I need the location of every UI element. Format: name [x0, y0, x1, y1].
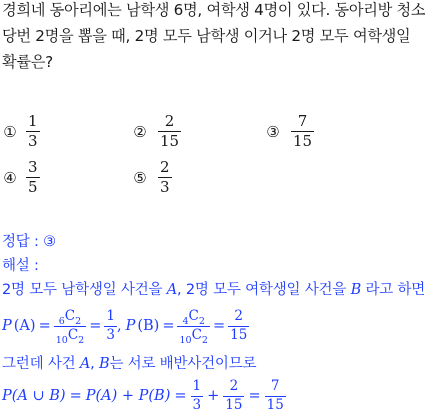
p-arg-b: (B) [137, 318, 160, 334]
equals: = [212, 318, 226, 334]
numerator: 7 [270, 378, 280, 394]
answer-label: 정답 : ③ [2, 234, 56, 250]
combination-denominator [54, 326, 86, 346]
numerator: 2 [164, 112, 175, 130]
sub: 2 [198, 316, 205, 327]
event-b: B [98, 356, 110, 372]
equals: = [69, 388, 82, 404]
union-lhs: P(A ∪ B) [2, 388, 66, 404]
event-a: A [79, 356, 91, 372]
option-2[interactable] [132, 114, 181, 149]
numerator: 1 [106, 308, 115, 324]
option-3[interactable] [265, 114, 314, 149]
text: 2명 모두 남학생일 사건을 [2, 282, 167, 298]
text: 그런데 사건 [2, 356, 80, 372]
sub: 2 [75, 316, 82, 327]
result-fraction [228, 310, 249, 342]
result-fraction [104, 310, 117, 342]
numerator: 1 [192, 378, 202, 394]
fraction [223, 380, 244, 412]
option-5[interactable] [132, 160, 172, 195]
sub: 2 [78, 334, 85, 346]
equation-probabilities [2, 308, 249, 346]
denominator: 3 [106, 326, 115, 343]
combination-fraction [54, 308, 86, 346]
p-arg-a: (A) [13, 318, 36, 334]
equals: = [162, 318, 175, 334]
denominator: 3 [160, 178, 170, 196]
numerator: 2 [160, 158, 170, 176]
solution-line-1 [2, 280, 425, 300]
fraction [191, 380, 204, 412]
fraction [265, 380, 286, 412]
explanation-label: 해설 : [2, 258, 39, 274]
option-marker: ② [133, 122, 147, 141]
option-4[interactable] [2, 160, 40, 195]
sub: 4 [182, 316, 189, 327]
question-line-2: 당번 2명을 뽑을 때, 2명 모두 남학생 이거나 2명 모두 여학생일 [2, 27, 411, 45]
text: , 2명 모두 여학생일 사건을 [177, 282, 351, 298]
denominator: 15 [293, 132, 313, 150]
p-symbol: P [2, 318, 12, 334]
option-marker: ⑤ [133, 168, 147, 187]
sub: 6 [58, 316, 65, 327]
sub: 10 [55, 334, 68, 346]
c: C [188, 308, 199, 324]
denominator: 3 [28, 132, 38, 150]
numerator: 2 [234, 308, 243, 324]
question-line-1: 경희네 동아리에는 남학생 6명, 여학생 4명이 있다. 동아리방 청소 [2, 1, 425, 19]
combination-denominator [177, 326, 209, 346]
option-marker: ① [3, 122, 17, 141]
sub: 10 [179, 334, 192, 346]
equals: = [89, 318, 102, 334]
event-a: A [166, 282, 178, 298]
text: 라고 하면 [361, 282, 425, 298]
option-fraction [291, 114, 314, 149]
text: , [90, 356, 99, 372]
combination-fraction [177, 308, 209, 346]
denominator: 15 [160, 132, 180, 150]
p-symbol: P [125, 318, 136, 334]
option-1[interactable] [2, 114, 40, 149]
c: C [67, 326, 79, 343]
denominator: 15 [230, 326, 248, 343]
combination-numerator [57, 310, 83, 326]
comma: , [116, 318, 122, 334]
option-fraction [26, 160, 40, 195]
c: C [64, 308, 76, 324]
denominator: 15 [266, 396, 284, 413]
denominator: 3 [192, 396, 202, 413]
option-fraction [158, 160, 172, 195]
event-b: B [350, 282, 362, 298]
numerator: 2 [229, 378, 239, 394]
c: C [191, 326, 202, 343]
numerator: 7 [297, 112, 308, 130]
option-marker: ③ [266, 122, 280, 141]
option-fraction [26, 114, 40, 149]
solution-line-3 [2, 354, 256, 374]
option-marker: ④ [3, 168, 17, 187]
numerator: 1 [28, 112, 38, 130]
equals: = [248, 388, 261, 404]
equals: = [174, 388, 187, 404]
numerator: 3 [28, 158, 38, 176]
text: 는 서로 배반사건이므로 [109, 356, 257, 372]
sub: 2 [201, 334, 208, 346]
plus: + [207, 388, 220, 404]
sum-expression: P(A) + P(B) [85, 388, 171, 404]
denominator: 5 [28, 178, 38, 196]
equation-union [2, 380, 286, 412]
question-line-3: 확률은? [2, 53, 53, 71]
equals: = [38, 318, 51, 334]
combination-numerator [180, 310, 206, 326]
option-fraction [158, 114, 181, 149]
denominator: 15 [225, 396, 243, 413]
